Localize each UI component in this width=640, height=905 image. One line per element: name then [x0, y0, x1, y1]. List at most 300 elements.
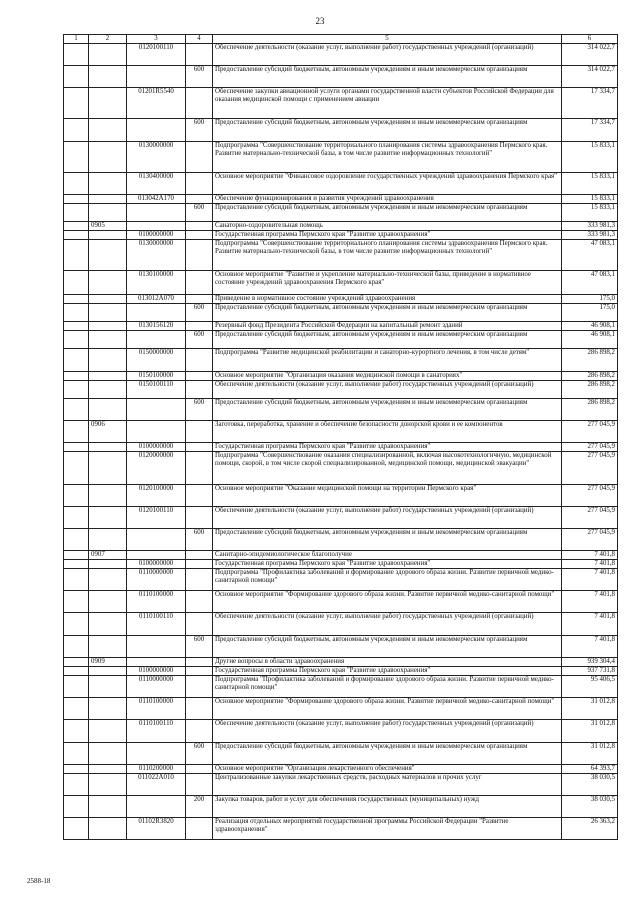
table-row [64, 295, 618, 304]
expense-type-cell: 600 [186, 331, 213, 349]
target-article-cell: 0130100000 [127, 271, 186, 295]
expense-type-cell [186, 698, 213, 720]
table-row [64, 452, 618, 485]
expense-type-cell [186, 88, 213, 119]
target-article-cell: 0130000000 [127, 240, 186, 271]
amount-cell: 333 981,3 [562, 222, 618, 231]
subsection-code-cell [89, 507, 127, 529]
description-cell: Подпрограмма "Профилактика заболеваний и формирование здорового образа жизни. Развитие первичной медико-санитарной помощи" [213, 569, 562, 591]
section-cell [64, 88, 89, 119]
subsection-code-cell [89, 381, 127, 399]
amount-cell: 31 012,8 [562, 743, 618, 765]
target-article-cell: 0130156120 [127, 322, 186, 331]
amount-cell: 31 012,8 [562, 698, 618, 720]
section-cell [64, 507, 89, 529]
description-cell: Государственная программа Пермского края "Развитие здравоохранения" [213, 560, 562, 569]
subsection-code-cell [89, 613, 127, 636]
table-row [64, 349, 618, 372]
amount-cell: 937 731,8 [562, 667, 618, 676]
table-row [64, 676, 618, 698]
subsection-code-cell [89, 443, 127, 452]
expense-type-cell: 600 [186, 66, 213, 88]
description-cell: Приведение в нормативное состояние учреждений здравоохранения [213, 295, 562, 304]
description-cell: Основное мероприятие "Финансовое оздоровление государственных учреждений здравоохранения Пермского края" [213, 173, 562, 195]
expense-type-cell: 600 [186, 636, 213, 658]
subsection-code-cell [89, 331, 127, 349]
subsection-code-cell [89, 818, 127, 840]
description-cell: Предоставление субсидий бюджетным, автономным учреждениям и иным некоммерческим организациям [213, 399, 562, 421]
description-cell: Санитарно-эпидемиологическое благополучие [213, 551, 562, 560]
section-cell [64, 44, 89, 66]
section-cell [64, 452, 89, 485]
table-row [64, 195, 618, 204]
amount-cell: 286 898,2 [562, 372, 618, 381]
section-cell [64, 658, 89, 667]
section-cell [64, 569, 89, 591]
section-cell [64, 636, 89, 658]
amount-cell: 64 393,7 [562, 765, 618, 774]
target-article-cell [127, 204, 186, 222]
table-row [64, 271, 618, 295]
expense-type-cell [186, 551, 213, 560]
target-article-cell [127, 222, 186, 231]
header-col-6: 6 [562, 35, 618, 44]
expense-type-cell [186, 195, 213, 204]
description-cell: Основное мероприятие "Организация оказания медицинской помощи в санаториях" [213, 372, 562, 381]
subsection-code-cell [89, 774, 127, 796]
subsection-code-cell [89, 698, 127, 720]
subsection-code-cell [89, 195, 127, 204]
description-cell: Предоставление субсидий бюджетным, автономным учреждениям и иным некоммерческим организациям [213, 743, 562, 765]
subsection-code-cell [89, 119, 127, 142]
subsection-code-cell [89, 173, 127, 195]
target-article-cell: 0120100110 [127, 44, 186, 66]
description-cell: Предоставление субсидий бюджетным, автономным учреждениям и иным некоммерческим организациям [213, 66, 562, 88]
table-row [64, 44, 618, 66]
amount-cell: 47 083,1 [562, 240, 618, 271]
subsection-code-cell [89, 485, 127, 507]
description-cell: Предоставление субсидий бюджетным, автономным учреждениям и иным некоммерческим организациям [213, 636, 562, 658]
amount-cell: 7 401,8 [562, 636, 618, 658]
table-row [64, 551, 618, 560]
table-row [64, 173, 618, 195]
target-article-cell: 0100000000 [127, 560, 186, 569]
section-cell [64, 765, 89, 774]
section-cell [64, 818, 89, 840]
subsection-code-cell [89, 636, 127, 658]
amount-cell: 314 022,7 [562, 44, 618, 66]
subsection-code-cell [89, 676, 127, 698]
budget-table [63, 34, 618, 840]
amount-cell: 15 833,1 [562, 173, 618, 195]
amount-cell: 277 045,9 [562, 421, 618, 443]
expense-type-cell [186, 142, 213, 173]
amount-cell: 7 401,8 [562, 569, 618, 591]
section-cell [64, 796, 89, 818]
expense-type-cell [186, 485, 213, 507]
table-row [64, 765, 618, 774]
amount-cell: 286 898,2 [562, 381, 618, 399]
target-article-cell: 0150100000 [127, 372, 186, 381]
target-article-cell: 0100000000 [127, 443, 186, 452]
subsection-code-cell [89, 765, 127, 774]
expense-type-cell [186, 372, 213, 381]
table-row [64, 421, 618, 443]
description-cell: Предоставление субсидий бюджетным, автономным учреждениям и иным некоммерческим организациям [213, 331, 562, 349]
subsection-code-cell [89, 529, 127, 551]
document-code: 2588-18 [27, 877, 51, 885]
subsection-code-cell [89, 399, 127, 421]
table-row [64, 569, 618, 591]
table-row [64, 399, 618, 421]
target-article-cell: 013012А070 [127, 295, 186, 304]
target-article-cell [127, 551, 186, 560]
amount-cell: 277 045,9 [562, 529, 618, 551]
description-cell: Реализация отдельных мероприятий государственной программы Российской Федерации "Развитие здравоохранения" [213, 818, 562, 840]
expense-type-cell: 600 [186, 304, 213, 322]
expense-type-cell [186, 240, 213, 271]
table-row [64, 381, 618, 399]
table-row [64, 240, 618, 271]
amount-cell: 277 045,9 [562, 507, 618, 529]
target-article-cell: 0110000000 [127, 569, 186, 591]
table-row [64, 204, 618, 222]
table-row [64, 507, 618, 529]
subsection-code-cell [89, 231, 127, 240]
description-cell: Другие вопросы в области здравоохранения [213, 658, 562, 667]
subsection-code-cell [89, 240, 127, 271]
subsection-code-cell [89, 322, 127, 331]
expense-type-cell [186, 658, 213, 667]
subsection-code-cell [89, 349, 127, 372]
subsection-code-cell [89, 88, 127, 119]
amount-cell: 26 363,2 [562, 818, 618, 840]
expense-type-cell [186, 774, 213, 796]
expense-type-cell [186, 381, 213, 399]
subsection-code-cell [89, 66, 127, 88]
description-cell: Государственная программа Пермского края "Развитие здравоохранения" [213, 667, 562, 676]
subsection-code-cell [89, 142, 127, 173]
description-cell: Подпрограмма "Профилактика заболеваний и формирование здорового образа жизни. Развитие первичной медико-санитарной помощи" [213, 676, 562, 698]
table-row [64, 485, 618, 507]
section-cell [64, 720, 89, 743]
expense-type-cell: 600 [186, 529, 213, 551]
amount-cell: 277 045,9 [562, 452, 618, 485]
subsection-code-cell [89, 560, 127, 569]
target-article-cell: 0150100110 [127, 381, 186, 399]
subsection-code-cell [89, 204, 127, 222]
amount-cell: 7 401,8 [562, 551, 618, 560]
amount-cell: 277 045,9 [562, 443, 618, 452]
description-cell: Обеспечение функционирования и развития учреждений здравоохранения [213, 195, 562, 204]
amount-cell: 939 304,4 [562, 658, 618, 667]
expense-type-cell [186, 231, 213, 240]
target-article-cell: 0100000000 [127, 667, 186, 676]
table-row [64, 142, 618, 173]
description-cell: Основное мероприятие "Формирование здорового образа жизни. Развитие первичной медико-санитарной помощи" [213, 591, 562, 613]
description-cell: Основное мероприятие "Оказание медицинской помощи на территории Пермского края" [213, 485, 562, 507]
description-cell: Предоставление субсидий бюджетным, автономным учреждениям и иным некоммерческим организациям [213, 304, 562, 322]
table-row [64, 331, 618, 349]
description-cell: Обеспечение деятельности (оказание услуг, выполнение работ) государственных учреждений (организаций) [213, 507, 562, 529]
subsection-code-cell [89, 271, 127, 295]
description-cell: Подпрограмма "Совершенствование оказания специализированной, включая высокотехнологичную, медицинской помощи, скорой, в том числе скорой специализированной, медицинской помощи, медицинской эвакуации" [213, 452, 562, 485]
section-cell [64, 322, 89, 331]
section-cell [64, 551, 89, 560]
amount-cell: 286 898,2 [562, 399, 618, 421]
expense-type-cell [186, 720, 213, 743]
subsection-code-cell [89, 372, 127, 381]
section-cell [64, 698, 89, 720]
amount-cell: 15 833,1 [562, 142, 618, 173]
section-cell [64, 591, 89, 613]
expense-type-cell: 600 [186, 399, 213, 421]
amount-cell: 17 334,7 [562, 119, 618, 142]
subsection-code-cell [89, 452, 127, 485]
table-row [64, 322, 618, 331]
description-cell: Государственная программа Пермского края "Развитие здравоохранения" [213, 443, 562, 452]
target-article-cell [127, 658, 186, 667]
amount-cell: 17 334,7 [562, 88, 618, 119]
subsection-code-cell: 0906 [89, 421, 127, 443]
target-article-cell: 01102R3820 [127, 818, 186, 840]
table-row [64, 304, 618, 322]
target-article-cell: 0110100000 [127, 698, 186, 720]
section-cell [64, 399, 89, 421]
amount-cell: 286 898,2 [562, 349, 618, 372]
target-article-cell [127, 743, 186, 765]
header-col-2: 2 [89, 35, 127, 44]
description-cell: Основное мероприятие "Организация лекарственного обеспечения" [213, 765, 562, 774]
amount-cell: 31 012,8 [562, 720, 618, 743]
description-cell: Обеспечение деятельности (оказание услуг, выполнение работ) государственных учреждений (организаций) [213, 44, 562, 66]
description-cell: Подпрограмма "Совершенствование территориального планирования системы здравоохранения Пермского края. Развитие материально-технической базы, в том числе развитие информационных технологий" [213, 142, 562, 173]
expense-type-cell [186, 591, 213, 613]
table-row [64, 231, 618, 240]
section-cell [64, 381, 89, 399]
expense-type-cell: 200 [186, 796, 213, 818]
target-article-cell: 0110000000 [127, 676, 186, 698]
expense-type-cell [186, 613, 213, 636]
section-cell [64, 66, 89, 88]
description-cell: Обеспечение деятельности (оказание услуг, выполнение работ) государственных учреждений (организаций) [213, 720, 562, 743]
target-article-cell: 0110100110 [127, 720, 186, 743]
description-cell: Предоставление субсидий бюджетным, автономным учреждениям и иным некоммерческим организациям [213, 529, 562, 551]
expense-type-cell [186, 173, 213, 195]
target-article-cell: 0150000000 [127, 349, 186, 372]
target-article-cell [127, 529, 186, 551]
section-cell [64, 372, 89, 381]
amount-cell: 175,0 [562, 304, 618, 322]
subsection-code-cell [89, 743, 127, 765]
description-cell: Основное мероприятие "Развитие и укрепление материально-технической базы, приведение в нормативное состояние учреждений здравоохранения Пермского края" [213, 271, 562, 295]
amount-cell: 314 022,7 [562, 66, 618, 88]
expense-type-cell: 600 [186, 743, 213, 765]
header-col-4: 4 [186, 35, 213, 44]
description-cell: Подпрограмма "Развитие медицинской реабилитации и санаторно-курортного лечения, в том числе детям" [213, 349, 562, 372]
expense-type-cell [186, 222, 213, 231]
header-col-3: 3 [127, 35, 186, 44]
table-row [64, 529, 618, 551]
amount-cell: 7 401,8 [562, 613, 618, 636]
description-cell: Предоставление субсидий бюджетным, автономным учреждениям и иным некоммерческим организациям [213, 204, 562, 222]
expense-type-cell: 600 [186, 204, 213, 222]
amount-cell: 277 045,9 [562, 485, 618, 507]
table-row [64, 720, 618, 743]
table-row [64, 658, 618, 667]
target-article-cell: 0110100000 [127, 591, 186, 613]
subsection-code-cell: 0905 [89, 222, 127, 231]
amount-cell: 15 833,1 [562, 204, 618, 222]
table-row [64, 774, 618, 796]
table-row [64, 667, 618, 676]
target-article-cell: 0130400000 [127, 173, 186, 195]
description-cell: Предоставление субсидий бюджетным, автономным учреждениям и иным некоммерческим организациям [213, 119, 562, 142]
expense-type-cell [186, 560, 213, 569]
section-cell [64, 774, 89, 796]
section-cell [64, 295, 89, 304]
header-col-5: 5 [213, 35, 562, 44]
table-row [64, 222, 618, 231]
target-article-cell [127, 796, 186, 818]
section-cell [64, 676, 89, 698]
target-article-cell: 0120100110 [127, 507, 186, 529]
expense-type-cell [186, 271, 213, 295]
target-article-cell [127, 636, 186, 658]
amount-cell: 46 908,1 [562, 331, 618, 349]
table-row [64, 591, 618, 613]
target-article-cell: 01201R5540 [127, 88, 186, 119]
amount-cell: 95 406,5 [562, 676, 618, 698]
target-article-cell [127, 421, 186, 443]
target-article-cell: 013042А170 [127, 195, 186, 204]
subsection-code-cell [89, 44, 127, 66]
table-row [64, 560, 618, 569]
section-cell [64, 142, 89, 173]
expense-type-cell [186, 667, 213, 676]
table-row [64, 743, 618, 765]
target-article-cell [127, 66, 186, 88]
subsection-code-cell [89, 720, 127, 743]
section-cell [64, 271, 89, 295]
expense-type-cell [186, 443, 213, 452]
description-cell: Централизованные закупки лекарственных средств, расходных материалов и прочих услуг [213, 774, 562, 796]
table-row [64, 636, 618, 658]
section-cell [64, 560, 89, 569]
section-cell [64, 485, 89, 507]
section-cell [64, 204, 89, 222]
expense-type-cell [186, 349, 213, 372]
description-cell: Обеспечение закупки авиационной услуги органами государственной власти субъектов Российской Федерации для оказания медицинской помощи с применением авиации [213, 88, 562, 119]
description-cell: Резервный фонд Президента Российской Федерации на капитальный ремонт зданий [213, 322, 562, 331]
section-cell [64, 421, 89, 443]
target-article-cell: 0110100110 [127, 613, 186, 636]
description-cell: Государственная программа Пермского края "Развитие здравоохранения" [213, 231, 562, 240]
section-cell [64, 173, 89, 195]
expense-type-cell [186, 452, 213, 485]
section-cell [64, 331, 89, 349]
amount-cell: 38 030,5 [562, 796, 618, 818]
target-article-cell [127, 331, 186, 349]
description-cell: Основное мероприятие "Формирование здорового образа жизни. Развитие первичной медико-санитарной помощи" [213, 698, 562, 720]
expense-type-cell [186, 765, 213, 774]
section-cell [64, 240, 89, 271]
subsection-code-cell [89, 667, 127, 676]
section-cell [64, 231, 89, 240]
section-cell [64, 743, 89, 765]
amount-cell: 38 030,5 [562, 774, 618, 796]
subsection-code-cell [89, 591, 127, 613]
table-row [64, 698, 618, 720]
subsection-code-cell: 0907 [89, 551, 127, 560]
subsection-code-cell [89, 304, 127, 322]
amount-cell: 47 083,1 [562, 271, 618, 295]
target-article-cell [127, 304, 186, 322]
section-cell [64, 119, 89, 142]
section-cell [64, 443, 89, 452]
section-cell [64, 222, 89, 231]
section-cell [64, 195, 89, 204]
section-cell [64, 304, 89, 322]
target-article-cell: 011022А010 [127, 774, 186, 796]
description-cell: Обеспечение деятельности (оказание услуг, выполнение работ) государственных учреждений (организаций) [213, 381, 562, 399]
subsection-code-cell [89, 295, 127, 304]
subsection-code-cell [89, 569, 127, 591]
target-article-cell: 0120000000 [127, 452, 186, 485]
table-header-row [64, 35, 618, 44]
table-row [64, 613, 618, 636]
section-cell [64, 613, 89, 636]
section-cell [64, 667, 89, 676]
header-col-1: 1 [64, 35, 89, 44]
table-row [64, 372, 618, 381]
amount-cell: 175,0 [562, 295, 618, 304]
description-cell: Обеспечение деятельности (оказание услуг, выполнение работ) государственных учреждений (организаций) [213, 613, 562, 636]
table-row [64, 88, 618, 119]
target-article-cell: 0100000000 [127, 231, 186, 240]
table-row [64, 796, 618, 818]
description-cell: Закупка товаров, работ и услуг для обеспечения государственных (муниципальных) нужд [213, 796, 562, 818]
expense-type-cell [186, 676, 213, 698]
expense-type-cell [186, 818, 213, 840]
page-number: 23 [315, 16, 325, 26]
expense-type-cell: 600 [186, 119, 213, 142]
table-row [64, 443, 618, 452]
section-cell [64, 349, 89, 372]
target-article-cell [127, 399, 186, 421]
table-row [64, 818, 618, 840]
expense-type-cell [186, 569, 213, 591]
amount-cell: 7 401,8 [562, 591, 618, 613]
description-cell: Подпрограмма "Совершенствование территориального планирования системы здравоохранения Пермского края. Развитие материально-технической базы, в том числе развитие информационных технологий" [213, 240, 562, 271]
expense-type-cell [186, 421, 213, 443]
target-article-cell: 0120100000 [127, 485, 186, 507]
table-row [64, 119, 618, 142]
expense-type-cell [186, 507, 213, 529]
amount-cell: 7 401,8 [562, 560, 618, 569]
target-article-cell: 0110200000 [127, 765, 186, 774]
expense-type-cell [186, 44, 213, 66]
subsection-code-cell: 0909 [89, 658, 127, 667]
description-cell: Заготовка, переработка, хранение и обеспечение безопасности донорской крови и ее компонентов [213, 421, 562, 443]
amount-cell: 333 981,3 [562, 231, 618, 240]
target-article-cell [127, 119, 186, 142]
description-cell: Санаторно-оздоровительная помощь [213, 222, 562, 231]
amount-cell: 46 908,1 [562, 322, 618, 331]
subsection-code-cell [89, 796, 127, 818]
expense-type-cell [186, 295, 213, 304]
expense-type-cell [186, 322, 213, 331]
